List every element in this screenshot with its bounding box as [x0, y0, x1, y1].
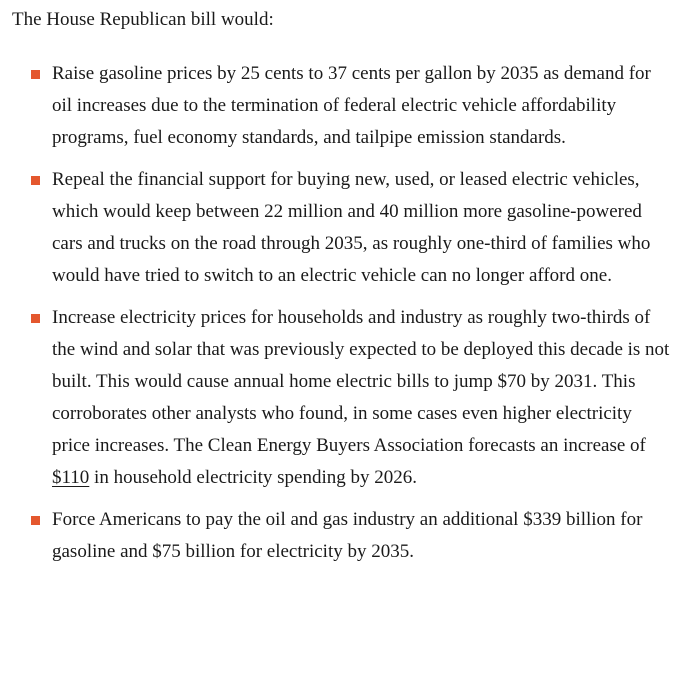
square-bullet-icon	[31, 70, 40, 79]
source-link-110[interactable]: $110	[52, 467, 90, 488]
list-item	[0, 58, 678, 154]
intro-text: The House Republican bill would:	[12, 9, 274, 30]
list-item-text: Repeal the financial support for buying new, used, or leased electric vehicles, which would keep between 22 million and 40 million more gasoline-powered cars and trucks on the road through 2035, as roughly one-third of families who would have tried to switch to an electric vehicle can no longer afford one.	[52, 169, 651, 286]
list-item-text-before-link: Increase electricity prices for households and industry as roughly two-thirds of the wind and solar that was previously expected to be deployed this decade is not built. This would cause annual home electric bills to jump $70 by 2031. This corroborates other analysts who found, in some cases even higher electricity price increases. The Clean Energy Buyers Association forecasts an increase of	[52, 307, 670, 456]
bullet-list	[0, 58, 678, 578]
list-item-text: Raise gasoline prices by 25 cents to 37 cents per gallon by 2035 as demand for oil increases due to the termination of federal electric vehicle affordability programs, fuel economy standards, and tailpipe emission standards.	[52, 63, 651, 148]
list-item-text: Force Americans to pay the oil and gas industry an additional $339 billion for gasoline and $75 billion for electricity by 2035.	[52, 509, 643, 562]
list-item	[0, 504, 678, 568]
square-bullet-icon	[31, 314, 40, 323]
list-item-text-after-link: in household electricity spending by 2026.	[89, 467, 417, 488]
list-item	[0, 164, 678, 292]
list-item	[0, 302, 678, 494]
square-bullet-icon	[31, 176, 40, 185]
square-bullet-icon	[31, 516, 40, 525]
